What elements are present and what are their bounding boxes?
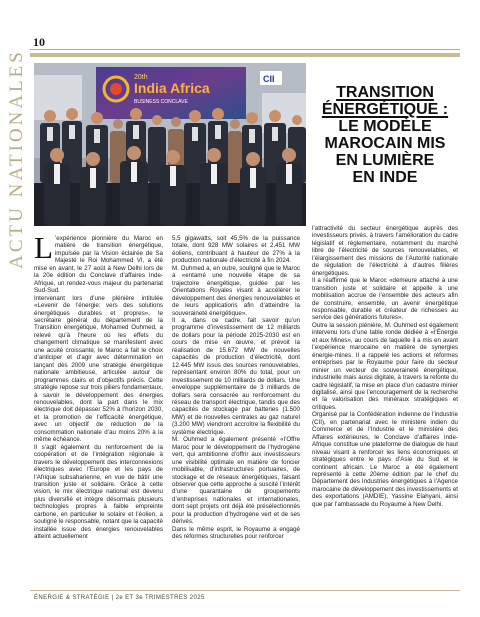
- headline-line-1: TRANSITION: [336, 84, 434, 101]
- article-paragraph: Organisé par la Confédération indienne de l’industrie (CII), en partenariat avec le ministère indien du Commerce et de l’Industrie et le ministère des Affaires extérieures, le Conclave d’affaires Inde-Afrique constitue une plateforme de dialogue de haut niveau visant à renforcer les liens économiques et stratégiques entre le pays d’Asie du Sud et le continent africain. Le Maroc a été également représenté à cette 20ème édition par le chef du Département des Industries énergétiques à l’Agence marocaine de développement des investissements et des exportations (AMDIE), Yassine Elahyani, ainsi que par l’ambassade du Royaume à New Delhi.: [312, 411, 458, 508]
- page-footer: ÉNERGIE & STRATÉGIE | 2e ET 3e TRIMESTRES 2025: [34, 595, 205, 601]
- section-label: [2, 48, 32, 269]
- article-paragraph: M. Ouhmed a également présenté «l’Offre Maroc pour le développement de l’hydrogène vert, qui ambitionne d’offrir aux investisseurs une visibilité optimale en matière de foncier mobilisable, d’infrastructures portuaires, de stockage et de réseaux énergétiques, faisant observer que cette approche a suscité l’intérêt d’une quarantaine de groupements d’entreprises nationales et internationales, dont sept projets ont déjà été présélectionnés pour la production d’hydrogène vert et de ses dérivés.: [172, 436, 300, 526]
- page-number: 10: [33, 35, 45, 49]
- article-paragraph: Il s’agit également du renforcement de la coopération et de l’intégration régionale à travers le développement des interconnexions électriques avec l’Europe et les pays de l’Afrique subsaharienne, en vue de bâtir une transition juste et solidaire. Grâce à cette vision, le mix électrique national est devenu plus diversifié et intègre désormais plusieurs technologies propres à faible empreinte carbone, en particulier le solaire et l’éolien, a souligné le responsable, notant que la capacité installée issue des énergies renouvelables atteint actuellement: [34, 443, 163, 541]
- header-rule: [30, 53, 460, 57]
- headline: [312, 84, 458, 186]
- article-photo: [34, 63, 306, 226]
- article-paragraph: Il a, dans ce cadre, fait savoir qu’un programme d’investissement de 12 milliards de dollars pour la période 2025-2030 est en cours de mise en œuvre, et prévoit la réalisation de 15.672 MW de nouvelles capacités de production d’électricité, dont 12.445 MW issus des sources renouvelables, représentant environ 80% du total, pour un investissement de 10 milliards de dollars. Une enveloppe supplémentaire de 3 milliards de dollars sera consacrée au renforcement du réseau de transport électrique, tandis que des capacités de stockage par batteries (1.500 MW) et de nouvelles centrales au gaz naturel (3.200 MW) viendront accroître la flexibilité du système électrique.: [172, 316, 300, 436]
- header-rule-thin: [30, 49, 460, 50]
- article-paragraph: [34, 230, 163, 295]
- headline-line-4: MAROCAIN MIS: [324, 135, 446, 152]
- article-paragraph: 5,5 gigawatts, soit 45,5% de la puissance totale, dont 928 MW solaires et 2,451 MW éoliens, contribuant à hauteur de 27% à la production nationale d’électricité à fin 2024.: [172, 235, 300, 265]
- section-label-text: ACTU NATIONALES: [6, 48, 27, 269]
- article-column-2: [172, 235, 300, 541]
- banner-line2: BUSINESS CONCLAVE: [134, 99, 188, 105]
- headline-line-2: ÉNERGÉTIQUE :: [321, 101, 449, 118]
- headline-line-5: EN LUMIÈRE: [335, 152, 435, 169]
- banner-logo: CII: [263, 74, 275, 84]
- article-paragraph: l’attractivité du secteur énergétique auprès des investisseurs privés, à travers l’amélioration du cadre législatif et réglementaire, notamment du marché libre de l’électricité de sources renouvelables, et l’élargissement des missions de l’Autorité nationale de régulation de l’électricité à d’autres filières énergétiques.: [312, 225, 458, 277]
- article-text: ’expérience pionnière du Maroc en matière de transition énergétique, impulsée par la Vision éclairée de Sa Majesté le Roi Mohammed VI, a été mise en avant, le 27 août à New Delhi lors de la 20e édition du Conclave d’affaires Inde-Afrique, un rendez-vous majeur du partenariat Sud-Sud.: [34, 235, 163, 295]
- article-paragraph: Intervenant lors d’une plénière intitulée «Levenir de l’énergie: vers des solutions énergétiques durables et propres», le secrétaire général du département de la Transition énergétique, Mohamed Ouhmed, a relevé qu’à l’heure où les effets du changement climatique se manifestent avec une acuité croissante, le Maroc a fait le choix d’anticiper et d’agir avec détermination en lançant dès 2009 une stratégie énergétique nationale ambitieuse, articulée autour de programmes clairs et d’objectifs précis. Cette stratégie repose sur trois piliers fondamentaux, à savoir le développement des énergies renouvelables, dont la part dans le mix électrique doit dépasser 52% à l’horizon 2030, et la promotion de l’efficacité énergétique, avec un objectif de réduction de la consommation nationale d’au moins 20% à la même échéance.: [34, 294, 163, 444]
- banner-line1: 20th: [134, 74, 148, 81]
- headline-line-3: LE MODÈLE: [338, 118, 432, 135]
- article-paragraph: Outre la session plénière, M. Ouhmed est également intervenu lors d’une table ronde dédiée à «l’Énergie et aux Mines», au cours de laquelle il a mis en avant l’expérience marocaine en matière de synergies énergie-mines. Il a rappelé les actions et réformes entreprises par le Royaume pour faire du secteur minier un vecteur de souveraineté énergétique, industrielle mais aussi digitale, à travers la refonte du cadre législatif, la mise en place d’un cadastre minier digitalisé, ainsi que l’encouragement de la recherche et la valorisation des minéraux stratégiques et critiques.: [312, 321, 458, 411]
- article-column-3: [312, 225, 458, 508]
- banner-brand: India Africa: [134, 80, 210, 96]
- article-column-1: [34, 230, 163, 541]
- footer-rule: [30, 590, 460, 591]
- article-paragraph: Dans le même esprit, le Royaume a engagé des réformes structurelles pour renforcer: [172, 525, 300, 541]
- article-paragraph: M. Ouhmed a, en outre, souligné que le Maroc a «entamé une nouvelle étape de sa trajectoire énergétique, guidée par les Orientations Royales visant à accélérer le développement des énergies renouvelables et de leurs applications afin d’atteindre la souveraineté énergétique».: [172, 264, 300, 317]
- article-paragraph: Il a réaffirmé que le Maroc «demeure attaché à une transition juste et solidaire et appelle à une mobilisation accrue de l’ensemble des acteurs afin de construire, ensemble, un avenir énergétique responsable, durable et créateur de richesses au service des générations futures».: [312, 277, 458, 322]
- headline-line-6: EN INDE: [352, 169, 418, 186]
- drop-cap: L: [34, 230, 53, 265]
